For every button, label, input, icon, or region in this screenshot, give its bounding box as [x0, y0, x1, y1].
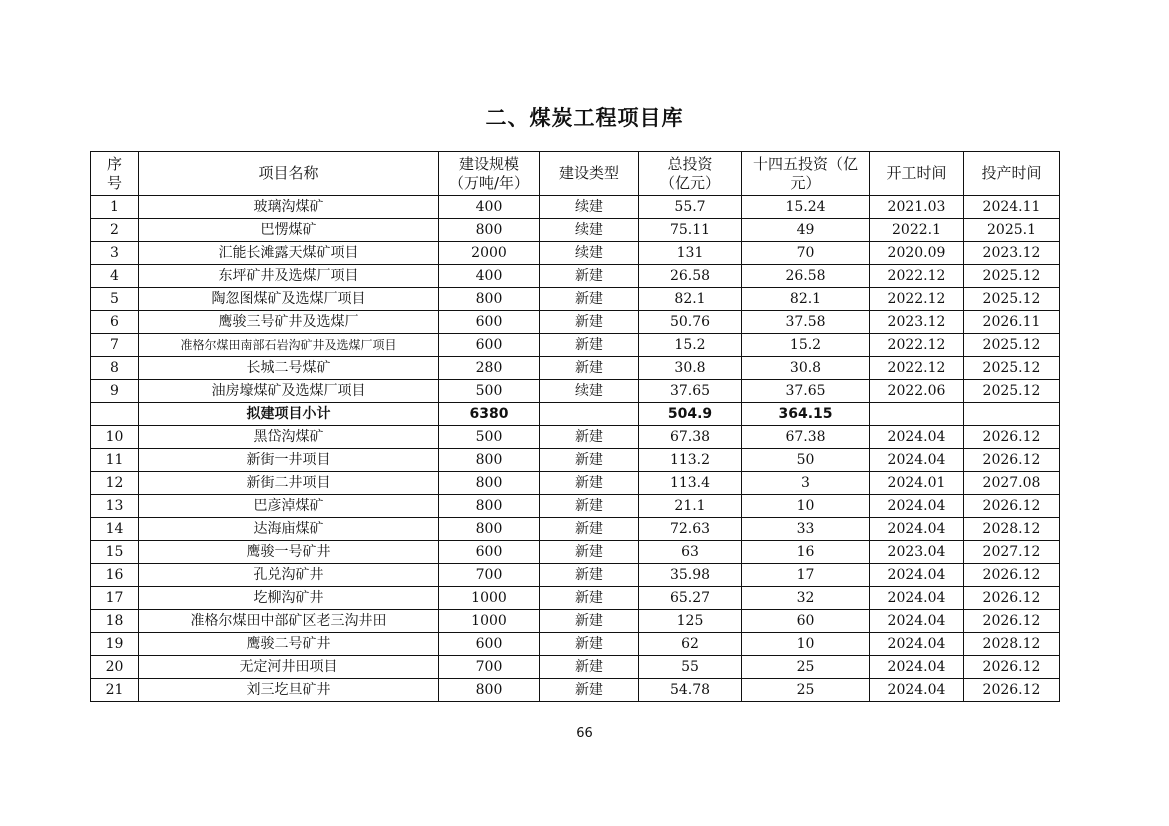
header-total-line2: （亿元） [659, 173, 720, 192]
cell-plan: 33 [742, 518, 870, 541]
cell-production: 2025.12 [964, 265, 1060, 288]
cell-type: 新建 [540, 495, 639, 518]
cell-total: 55.7 [639, 196, 742, 219]
header-production: 投产时间 [964, 152, 1060, 196]
cell-total: 113.4 [639, 472, 742, 495]
cell-total: 21.1 [639, 495, 742, 518]
cell-production: 2026.12 [964, 495, 1060, 518]
cell-name: 玻璃沟煤矿 [139, 196, 439, 219]
cell-total: 65.27 [639, 587, 742, 610]
cell-plan: 10 [742, 495, 870, 518]
cell-seq: 15 [91, 541, 139, 564]
cell-total: 113.2 [639, 449, 742, 472]
cell-plan: 82.1 [742, 288, 870, 311]
cell-start: 2024.01 [870, 472, 964, 495]
cell-total: 63 [639, 541, 742, 564]
cell-start: 2020.09 [870, 242, 964, 265]
cell-plan: 15.24 [742, 196, 870, 219]
table-header-row [91, 152, 1060, 196]
cell-total: 35.98 [639, 564, 742, 587]
cell-name: 黑岱沟煤矿 [139, 426, 439, 449]
cell-seq: 12 [91, 472, 139, 495]
cell-plan: 25 [742, 656, 870, 679]
cell-plan: 70 [742, 242, 870, 265]
cell-start: 2024.04 [870, 518, 964, 541]
cell-production: 2026.12 [964, 564, 1060, 587]
cell-production: 2026.12 [964, 587, 1060, 610]
cell-production: 2025.12 [964, 357, 1060, 380]
cell-scale: 500 [439, 426, 540, 449]
header-plan-line2: 元） [790, 173, 821, 192]
cell-start: 2022.12 [870, 265, 964, 288]
table-row [91, 357, 1060, 380]
cell-type: 新建 [540, 633, 639, 656]
table-row [91, 564, 1060, 587]
cell-start: 2022.1 [870, 219, 964, 242]
cell-type: 新建 [540, 587, 639, 610]
cell-plan: 37.65 [742, 380, 870, 403]
cell-type: 续建 [540, 196, 639, 219]
cell-seq: 6 [91, 311, 139, 334]
cell-production: 2023.12 [964, 242, 1060, 265]
cell-seq: 14 [91, 518, 139, 541]
cell-total: 125 [639, 610, 742, 633]
table-row [91, 472, 1060, 495]
cell-production: 2025.1 [964, 219, 1060, 242]
cell-start: 2024.04 [870, 564, 964, 587]
page-title: 二、煤炭工程项目库 [485, 106, 684, 130]
cell-scale: 800 [439, 679, 540, 702]
cell-type: 续建 [540, 219, 639, 242]
cell-total: 15.2 [639, 334, 742, 357]
cell-type: 新建 [540, 426, 639, 449]
cell-start: 2022.12 [870, 334, 964, 357]
cell-total: 131 [639, 242, 742, 265]
table-row [91, 219, 1060, 242]
cell-type: 新建 [540, 311, 639, 334]
cell-plan: 37.58 [742, 311, 870, 334]
cell-start: 2024.04 [870, 495, 964, 518]
cell-total: 504.9 [639, 403, 742, 426]
cell-scale: 800 [439, 288, 540, 311]
cell-scale: 1000 [439, 587, 540, 610]
cell-plan: 10 [742, 633, 870, 656]
header-name: 项目名称 [139, 152, 439, 196]
cell-seq: 21 [91, 679, 139, 702]
header-plan [742, 152, 870, 196]
table-row [91, 587, 1060, 610]
cell-total: 67.38 [639, 426, 742, 449]
cell-plan: 49 [742, 219, 870, 242]
cell-name: 鹰骏一号矿井 [139, 541, 439, 564]
cell-production: 2024.11 [964, 196, 1060, 219]
cell-seq: 8 [91, 357, 139, 380]
cell-plan: 32 [742, 587, 870, 610]
cell-seq: 3 [91, 242, 139, 265]
cell-scale: 700 [439, 564, 540, 587]
cell-plan: 60 [742, 610, 870, 633]
cell-total: 37.65 [639, 380, 742, 403]
header-seq-line2: 号 [106, 173, 122, 192]
cell-plan: 364.15 [742, 403, 870, 426]
cell-plan: 25 [742, 679, 870, 702]
cell-start: 2023.12 [870, 311, 964, 334]
cell-seq: 19 [91, 633, 139, 656]
header-scale-line1: 建设规模 [458, 154, 519, 173]
header-total-line1: 总投资 [667, 154, 713, 173]
cell-type: 续建 [540, 242, 639, 265]
cell-type: 新建 [540, 518, 639, 541]
cell-type: 新建 [540, 610, 639, 633]
cell-plan: 16 [742, 541, 870, 564]
cell-name: 刘三圪旦矿井 [139, 679, 439, 702]
cell-start: 2024.04 [870, 449, 964, 472]
cell-name: 东坪矿井及选煤厂项目 [139, 265, 439, 288]
cell-scale: 280 [439, 357, 540, 380]
cell-total: 54.78 [639, 679, 742, 702]
cell-scale: 6380 [439, 403, 540, 426]
cell-total: 55 [639, 656, 742, 679]
header-seq [91, 152, 139, 196]
header-total [639, 152, 742, 196]
cell-start: 2024.04 [870, 587, 964, 610]
cell-production: 2025.12 [964, 288, 1060, 311]
cell-production: 2027.12 [964, 541, 1060, 564]
cell-type: 续建 [540, 380, 639, 403]
cell-name: 准格尔煤田中部矿区老三沟井田 [139, 610, 439, 633]
cell-scale: 800 [439, 219, 540, 242]
cell-total: 62 [639, 633, 742, 656]
table-row [91, 380, 1060, 403]
cell-name: 新街一井项目 [139, 449, 439, 472]
cell-name: 无定河井田项目 [139, 656, 439, 679]
table-row [91, 449, 1060, 472]
table-row [91, 196, 1060, 219]
cell-scale: 800 [439, 518, 540, 541]
cell-seq: 11 [91, 449, 139, 472]
cell-start: 2024.04 [870, 610, 964, 633]
cell-seq: 5 [91, 288, 139, 311]
cell-name: 准格尔煤田南部石岩沟矿井及选煤厂项目 [139, 334, 439, 357]
cell-production: 2025.12 [964, 380, 1060, 403]
cell-start: 2021.03 [870, 196, 964, 219]
cell-plan: 26.58 [742, 265, 870, 288]
cell-type: 新建 [540, 541, 639, 564]
cell-name: 油房壕煤矿及选煤厂项目 [139, 380, 439, 403]
cell-start: 2024.04 [870, 426, 964, 449]
cell-total: 75.11 [639, 219, 742, 242]
cell-seq: 2 [91, 219, 139, 242]
cell-seq: 20 [91, 656, 139, 679]
cell-start: 2022.06 [870, 380, 964, 403]
cell-production: 2026.12 [964, 610, 1060, 633]
cell-name: 陶忽图煤矿及选煤厂项目 [139, 288, 439, 311]
cell-seq: 17 [91, 587, 139, 610]
cell-total: 50.76 [639, 311, 742, 334]
cell-scale: 600 [439, 311, 540, 334]
cell-type: 新建 [540, 564, 639, 587]
cell-name: 长城二号煤矿 [139, 357, 439, 380]
cell-plan: 50 [742, 449, 870, 472]
header-scale [439, 152, 540, 196]
header-plan-line1: 十四五投资（亿 [752, 154, 858, 173]
cell-type: 新建 [540, 449, 639, 472]
cell-production [964, 403, 1060, 426]
cell-seq: 1 [91, 196, 139, 219]
table-row [91, 311, 1060, 334]
cell-scale: 700 [439, 656, 540, 679]
cell-scale: 600 [439, 334, 540, 357]
cell-total: 30.8 [639, 357, 742, 380]
table-row [91, 426, 1060, 449]
cell-plan: 3 [742, 472, 870, 495]
cell-start [870, 403, 964, 426]
header-scale-line2: （万吨/年） [448, 173, 530, 192]
cell-type [540, 403, 639, 426]
cell-scale: 2000 [439, 242, 540, 265]
table-row [91, 610, 1060, 633]
cell-type: 新建 [540, 265, 639, 288]
coal-project-table [90, 151, 1060, 702]
table-row [91, 242, 1060, 265]
cell-scale: 400 [439, 196, 540, 219]
cell-seq: 18 [91, 610, 139, 633]
cell-total: 82.1 [639, 288, 742, 311]
page-number: 66 [576, 726, 593, 741]
cell-plan: 67.38 [742, 426, 870, 449]
cell-scale: 1000 [439, 610, 540, 633]
cell-type: 新建 [540, 656, 639, 679]
table-row [91, 288, 1060, 311]
subtotal-row [91, 403, 1060, 426]
cell-plan: 17 [742, 564, 870, 587]
cell-start: 2024.04 [870, 656, 964, 679]
table-body [91, 196, 1060, 702]
table-row [91, 334, 1060, 357]
cell-production: 2025.12 [964, 334, 1060, 357]
cell-scale: 600 [439, 633, 540, 656]
cell-name: 巴愣煤矿 [139, 219, 439, 242]
cell-scale: 800 [439, 472, 540, 495]
cell-type: 新建 [540, 679, 639, 702]
cell-start: 2024.04 [870, 679, 964, 702]
cell-scale: 800 [439, 495, 540, 518]
cell-production: 2028.12 [964, 633, 1060, 656]
cell-seq: 13 [91, 495, 139, 518]
cell-start: 2022.12 [870, 357, 964, 380]
cell-start: 2024.04 [870, 633, 964, 656]
cell-name: 新街二井项目 [139, 472, 439, 495]
cell-production: 2026.12 [964, 426, 1060, 449]
cell-seq: 9 [91, 380, 139, 403]
table-row [91, 656, 1060, 679]
cell-production: 2026.12 [964, 679, 1060, 702]
cell-name: 圪柳沟矿井 [139, 587, 439, 610]
cell-production: 2028.12 [964, 518, 1060, 541]
table-row [91, 679, 1060, 702]
cell-start: 2022.12 [870, 288, 964, 311]
header-type: 建设类型 [540, 152, 639, 196]
cell-name: 巴彦淖煤矿 [139, 495, 439, 518]
cell-production: 2027.08 [964, 472, 1060, 495]
cell-scale: 500 [439, 380, 540, 403]
cell-name: 汇能长滩露天煤矿项目 [139, 242, 439, 265]
cell-scale: 600 [439, 541, 540, 564]
cell-plan: 15.2 [742, 334, 870, 357]
cell-name: 孔兑沟矿井 [139, 564, 439, 587]
header-seq-line1: 序 [106, 154, 122, 173]
cell-plan: 30.8 [742, 357, 870, 380]
cell-type: 新建 [540, 472, 639, 495]
table-row [91, 633, 1060, 656]
cell-seq: 16 [91, 564, 139, 587]
cell-start: 2023.04 [870, 541, 964, 564]
cell-total: 72.63 [639, 518, 742, 541]
cell-production: 2026.11 [964, 311, 1060, 334]
cell-type: 新建 [540, 334, 639, 357]
cell-scale: 400 [439, 265, 540, 288]
table-row [91, 518, 1060, 541]
cell-type: 新建 [540, 288, 639, 311]
cell-seq [91, 403, 139, 426]
table-row [91, 495, 1060, 518]
cell-production: 2026.12 [964, 656, 1060, 679]
cell-total: 26.58 [639, 265, 742, 288]
cell-name: 拟建项目小计 [139, 403, 439, 426]
cell-seq: 7 [91, 334, 139, 357]
cell-seq: 10 [91, 426, 139, 449]
cell-seq: 4 [91, 265, 139, 288]
table-row [91, 541, 1060, 564]
table-row [91, 265, 1060, 288]
header-start: 开工时间 [870, 152, 964, 196]
cell-name: 鹰骏二号矿井 [139, 633, 439, 656]
cell-name: 鹰骏三号矿井及选煤厂 [139, 311, 439, 334]
cell-type: 新建 [540, 357, 639, 380]
cell-name: 达海庙煤矿 [139, 518, 439, 541]
cell-production: 2026.12 [964, 449, 1060, 472]
cell-scale: 800 [439, 449, 540, 472]
